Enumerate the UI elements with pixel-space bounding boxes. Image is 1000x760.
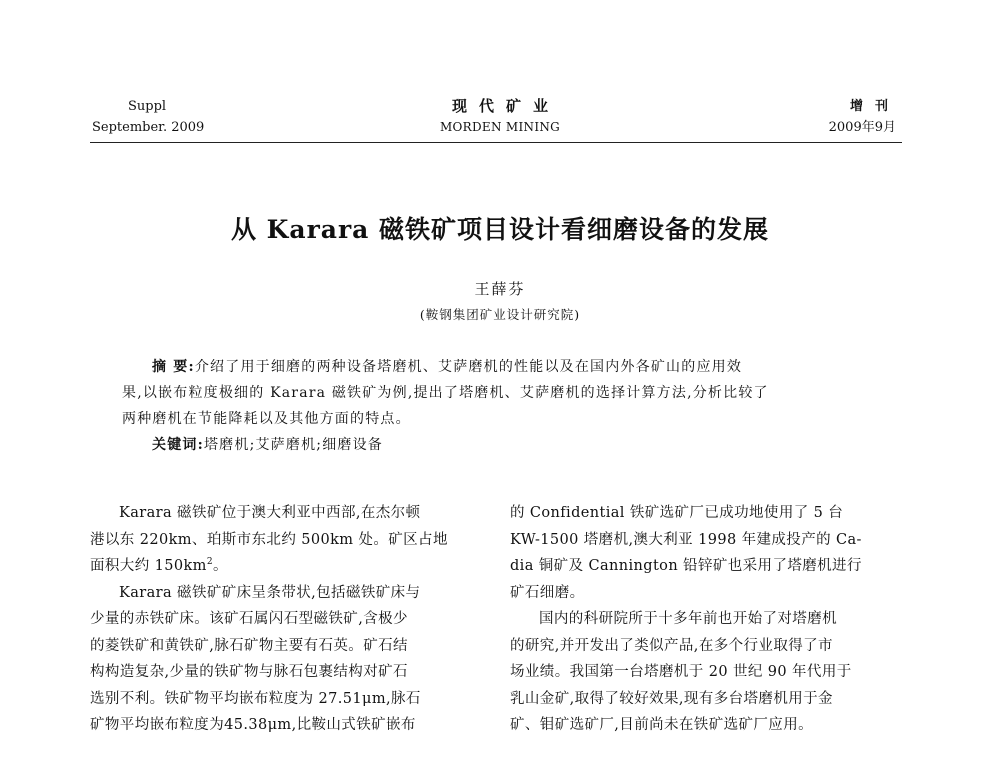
text-line: 场业绩。我国第一台塔磨机于 20 世纪 90 年代用于 <box>510 664 852 680</box>
abstract-label: 摘 要: <box>152 359 195 375</box>
header-left <box>92 96 204 138</box>
superscript-two: 2 <box>206 557 213 568</box>
header-supplement: Suppl <box>128 99 167 114</box>
header-right <box>828 96 900 138</box>
text-line: Karara 磁铁矿矿床呈条带状,包括磁铁矿床与 <box>119 584 421 601</box>
text-line: 矿石细磨。 <box>510 584 585 601</box>
text-line: 选别不利。铁矿物平均嵌布粒度为 27.51μm,脉石 <box>90 690 421 707</box>
text-line: 乳山金矿,取得了较好效果,现有多台塔磨机用于金 <box>510 690 833 707</box>
keywords-label: 关键词: <box>152 437 204 453</box>
text-line: 矿物平均嵌布粒度为45.38μm,比鞍山式铁矿嵌布 <box>90 717 416 733</box>
journal-name-zh: 现代矿业 <box>451 97 560 115</box>
paper-title: 从 Karara 磁铁矿项目设计看细磨设备的发展 <box>230 215 770 244</box>
keywords-text: 塔磨机;艾萨磨机;细磨设备 <box>203 437 384 453</box>
paper-author: 王薛芬 <box>474 280 526 298</box>
abstract-text <box>122 354 862 432</box>
text-line: 矿、钼矿选矿厂,目前尚未在铁矿选矿厂应用。 <box>510 717 814 733</box>
body-paragraph <box>510 606 914 739</box>
body-paragraph <box>90 580 494 739</box>
abstract-line: 两种磨机在节能降耗以及其他方面的特点。 <box>122 411 411 427</box>
body-column-right <box>510 500 914 739</box>
text-line: KW-1500 塔磨机,澳大利亚 1998 年建成投产的 Ca- <box>510 531 862 548</box>
text-line: dia 铜矿及 Cannington 铅锌矿也采用了塔磨机进行 <box>510 558 862 574</box>
text-line: Karara 磁铁矿位于澳大利亚中西部,在杰尔顿 <box>119 505 421 521</box>
text-line: 少量的赤铁矿床。该矿石属闪石型磁铁矿,含极少 <box>90 611 408 627</box>
header-journal <box>400 96 600 138</box>
abstract-line: 介绍了用于细磨的两种设备塔磨机、艾萨磨机的性能以及在国内外各矿山的应用效 <box>194 359 743 375</box>
abstract-line: 果,以嵌布粒度极细的 Karara 磁铁矿为例,提出了塔磨机、艾萨磨机的选择计算方法,分析比较了 <box>122 385 769 401</box>
text-line: 的菱铁矿和黄铁矿,脉石矿物主要有石英。矿石结 <box>90 637 408 654</box>
text-line: 面积大约 $150km^2$。 <box>90 557 228 574</box>
text-line: 的研究,并开发出了类似产品,在多个行业取得了市 <box>510 637 833 654</box>
abstract <box>122 354 862 458</box>
text-line: 国内的科研院所于十多年前也开始了对塔磨机 <box>539 611 837 627</box>
author-affiliation: (鞍钢集团矿业设计研究院) <box>419 307 581 322</box>
header-date-zh: 2009年9月 <box>828 120 896 135</box>
text-line: 构构造复杂,少量的铁矿物与脉石包裹结构对矿石 <box>90 664 408 680</box>
keywords <box>122 432 862 458</box>
body-paragraph <box>510 500 914 606</box>
journal-name-en: MORDEN MINING <box>439 120 561 134</box>
text-line: 港以东 220km、珀斯市东北约 500km 处。矿区占地 <box>90 531 448 548</box>
header-issue-type: 增刊 <box>849 99 900 114</box>
body-column-left <box>90 500 494 739</box>
body-paragraph <box>90 500 494 580</box>
text-line: 的 Confidential 铁矿选矿厂已成功地使用了 5 台 <box>510 505 844 521</box>
header-date-en: September. 2009 <box>92 120 205 135</box>
header-divider <box>90 142 902 143</box>
